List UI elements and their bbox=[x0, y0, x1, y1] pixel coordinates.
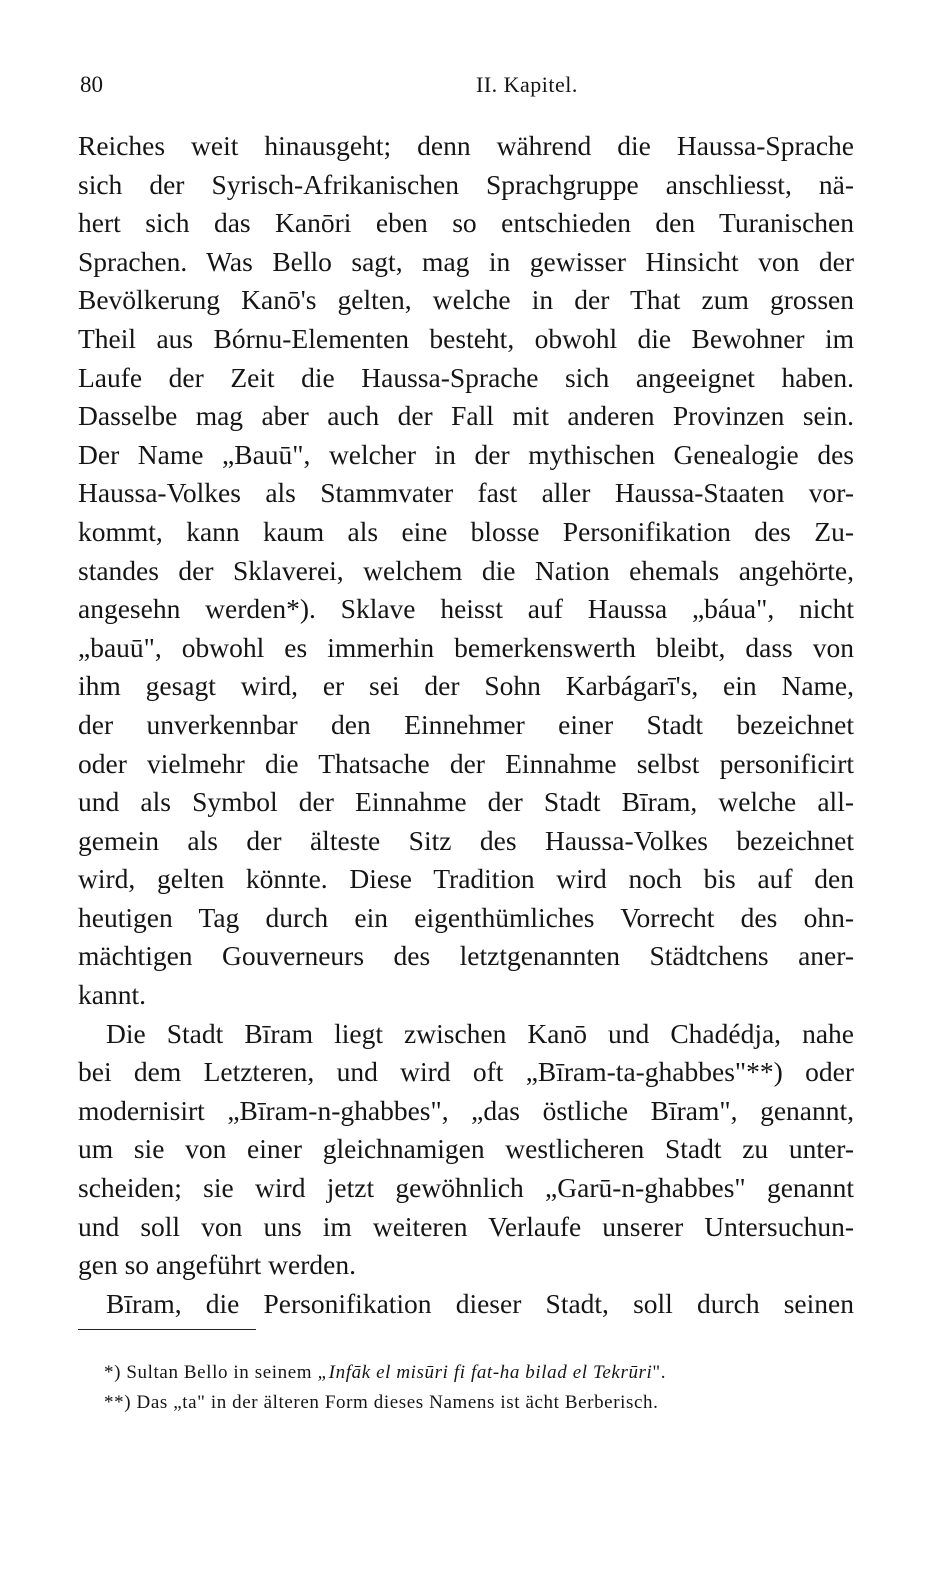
text-line: modernisirt „Bīram-n-ghabbes", „das östliche Bīram", genannt, bbox=[78, 1094, 854, 1126]
footnotes bbox=[104, 1358, 844, 1418]
page-number: 80 bbox=[80, 72, 103, 97]
text-line: Die Stadt Bīram liegt zwischen Kanō und Chadédja, nahe bbox=[106, 1017, 854, 1049]
footnote-marker: *) bbox=[104, 1362, 122, 1383]
text-line: Reiches weit hinausgeht; denn während die Haussa-Sprache bbox=[78, 130, 854, 161]
text-line: Haussa-Volkes als Stammvater fast aller Haussa-Staaten vor- bbox=[78, 477, 854, 509]
text-line: ihm gesagt wird, er sei der Sohn Karbágarī's, ein Name, bbox=[78, 670, 854, 702]
text-line: Theil aus Bórnu-Elementen besteht, obwohl die Bewohner im bbox=[78, 322, 854, 354]
text-line: standes der Sklaverei, welchem die Nation ehemals angehörte, bbox=[78, 554, 854, 586]
text-line: Laufe der Zeit die Haussa-Sprache sich angeeignet haben. bbox=[78, 361, 854, 393]
text-line: kommt, kann kaum als eine blosse Personifikation des Zu- bbox=[78, 515, 854, 547]
text-line: der unverkennbar den Einnehmer einer Stadt bezeichnet bbox=[78, 708, 854, 740]
text-line: hert sich das Kanōri eben so entschieden den Turanischen bbox=[78, 207, 854, 239]
footnote-title: „Infāk el misūri fi fat-ha bilad el Tekrūri bbox=[317, 1362, 653, 1383]
text-line: scheiden; sie wird jetzt gewöhnlich „Garū-n-ghabbes" genannt bbox=[78, 1172, 854, 1204]
footnote-text: Sultan Bello in seinem bbox=[126, 1362, 318, 1383]
chapter-title: II. Kapitel. bbox=[476, 72, 578, 97]
footnote-rule bbox=[78, 1329, 256, 1330]
text-line: „bauū", obwohl es immerhin bemerkenswerth bleibt, dass von bbox=[78, 631, 854, 663]
text-line: mächtigen Gouverneurs des letztgenannten Städtchens aner- bbox=[78, 940, 854, 972]
footnote-text: Das „ta" in der älteren Form dieses Namens ist ächt Berberisch. bbox=[136, 1392, 659, 1413]
text-line: Sprachen. Was Bello sagt, mag in gewisser Hinsicht von der bbox=[78, 245, 854, 277]
text-line: um sie von einer gleichnamigen westlicheren Stadt zu unter- bbox=[78, 1133, 854, 1165]
text-line: gen so angeführt werden. bbox=[78, 1249, 356, 1281]
text-line: oder vielmehr die Thatsache der Einnahme selbst personificirt bbox=[78, 747, 854, 779]
text-line: und soll von uns im weiteren Verlaufe unserer Untersuchun- bbox=[78, 1210, 854, 1242]
footnote bbox=[104, 1388, 844, 1418]
text-line: Der Name „Bauū", welcher in der mythischen Genealogie des bbox=[78, 438, 854, 470]
footnote-text-end: ". bbox=[652, 1362, 667, 1383]
text-line: wird, gelten könnte. Diese Tradition wird noch bis auf den bbox=[78, 863, 854, 895]
text-line: heutigen Tag durch ein eigenthümliches Vorrecht des ohn- bbox=[78, 901, 854, 933]
text-line: angesehn werden*). Sklave heisst auf Haussa „báua", nicht bbox=[78, 593, 854, 625]
footnote-marker: **) bbox=[104, 1392, 132, 1413]
footnote bbox=[104, 1358, 844, 1388]
text-line: kannt. bbox=[78, 979, 146, 1011]
text-line: bei dem Letzteren, und wird oft „Bīram-ta-ghabbes"**) oder bbox=[78, 1056, 854, 1088]
text-line: gemein als der älteste Sitz des Haussa-Volkes bezeichnet bbox=[78, 824, 854, 856]
text-line: sich der Syrisch-Afrikanischen Sprachgruppe anschliesst, nä- bbox=[78, 168, 854, 200]
text-line: Dasselbe mag aber auch der Fall mit anderen Provinzen sein. bbox=[78, 400, 854, 432]
running-head bbox=[78, 72, 854, 106]
text-line: Bīram, die Personifikation dieser Stadt, soll durch seinen bbox=[106, 1287, 854, 1319]
body-text bbox=[78, 127, 854, 1323]
text-line: und als Symbol der Einnahme der Stadt Bīram, welche all- bbox=[78, 786, 854, 818]
text-line: Bevölkerung Kanō's gelten, welche in der That zum grossen bbox=[78, 284, 854, 316]
